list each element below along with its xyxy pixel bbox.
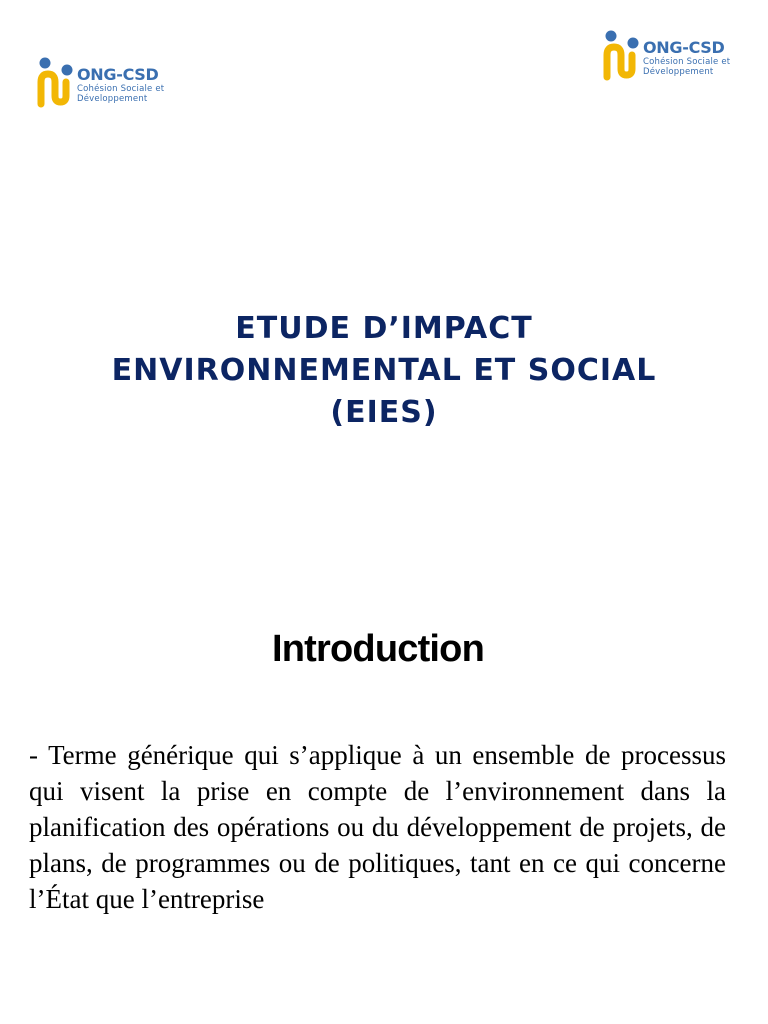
logo-tagline-line2: Développement	[77, 94, 148, 104]
title-line: (EIES)	[330, 395, 438, 430]
title-line: ETUDE D’IMPACT	[235, 311, 533, 346]
section-heading: Introduction	[271, 628, 485, 670]
logo-name: ONG-CSD	[77, 65, 159, 84]
logo-tagline-line2: Développement	[643, 67, 714, 77]
ong-csd-logo-left	[36, 56, 164, 112]
title-line: ENVIRONNEMENTAL ET SOCIAL	[111, 353, 657, 388]
ong-csd-logo-mark-icon	[602, 29, 640, 85]
ong-csd-logo-mark-icon	[36, 56, 74, 112]
ong-csd-logo-right	[602, 29, 730, 85]
logo-name: ONG-CSD	[643, 38, 725, 57]
logo-tagline-line1: Cohésion Sociale et	[643, 57, 731, 67]
logo-text	[643, 39, 730, 77]
document-title	[60, 308, 708, 434]
introduction-paragraph: - Terme générique qui s’applique à un ensemble de processus qui visent la prise en compte de l’environnement dans la planification des opérations ou du développement de projets, de plans, de programmes ou de politiques, tant en ce qui concerne l’État que l’entreprise	[29, 740, 726, 914]
logo-tagline-line1: Cohésion Sociale et	[77, 84, 165, 94]
logo-text	[77, 66, 164, 104]
